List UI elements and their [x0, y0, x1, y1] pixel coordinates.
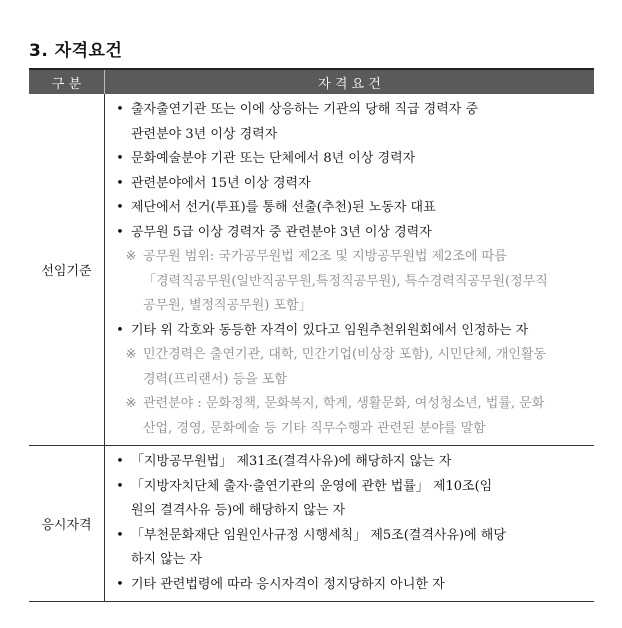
- item-text-line: 공무원, 별정직공무원) 포함」: [143, 298, 312, 313]
- bullet-icon: •: [116, 322, 124, 338]
- item-text-line: 하지 않는 자: [131, 552, 203, 567]
- list-item: [113, 475, 594, 524]
- row-category: 응시자격: [29, 446, 105, 602]
- list-item: [113, 450, 594, 475]
- item-text-line: 「부천문화재단 임원인사규정 시행세칙」 제5조(결격사유)에 해당: [131, 527, 506, 543]
- reference-mark-icon: ※: [125, 347, 137, 362]
- item-text-line: 산업, 경영, 문화예술 등 기타 직무수행과 관련된 분야를 말함: [143, 420, 486, 436]
- note-item: [113, 392, 594, 441]
- list-item: [113, 172, 594, 197]
- list-item: [113, 524, 594, 573]
- item-text-line: 문화예술분야 기관 또는 단체에서 8년 이상 경력자: [131, 151, 416, 166]
- item-text-line: 기타 위 각호와 동등한 자격이 있다고 임원추천위원회에서 인정하는 자: [131, 322, 529, 338]
- item-text-line: 관련분야 3년 이상 경력자: [131, 126, 278, 142]
- bullet-icon: •: [116, 200, 124, 215]
- bullet-icon: •: [116, 151, 124, 166]
- list-item: [113, 221, 594, 246]
- bullet-icon: •: [116, 224, 124, 240]
- list-item: [113, 319, 594, 344]
- item-text-line: 출자출연기관 또는 이에 상응하는 기관의 당해 직급 경력자 중: [131, 102, 479, 117]
- reference-mark-icon: ※: [125, 249, 137, 264]
- bullet-icon: •: [116, 102, 124, 117]
- item-text-line: 공무원 5급 이상 경력자 중 관련분야 3년 이상 경력자: [131, 224, 432, 240]
- note-item: [113, 343, 594, 392]
- list-item: [113, 196, 594, 221]
- item-text-line: 관련분야 : 문화정책, 문화복지, 학계, 생활문화, 여성청소년, 법률, 문화: [143, 396, 545, 411]
- requirements-table: [29, 68, 594, 602]
- row-content: [105, 94, 595, 446]
- section-title: 3. 자격요건: [29, 41, 123, 61]
- bullet-icon: •: [116, 576, 124, 592]
- item-text-line: 제단에서 선거(투표)를 통해 선출(추천)된 노동자 대표: [131, 200, 436, 215]
- item-text-line: 관련분야에서 15년 이상 경력자: [131, 175, 311, 191]
- bullet-icon: •: [116, 175, 124, 191]
- header-requirements: 자 격 요 건: [105, 69, 595, 94]
- row-content: [105, 446, 595, 602]
- item-text-line: 공무원 범위: 국가공무원법 제2조 및 지방공무원법 제2조에 따름: [143, 249, 507, 264]
- note-item: [113, 245, 594, 319]
- requirement-list: [113, 98, 594, 441]
- item-text-line: 민간경력은 출연기관, 대학, 민간기업(비상장 포함), 시민단체, 개인활동: [143, 347, 547, 362]
- table-header-row: [29, 69, 594, 94]
- row-category: 선임기준: [29, 94, 105, 446]
- item-text-line: 「경력직공무원(일반직공무원,특정직공무원), 특수경력직공무원(정무직: [143, 273, 548, 289]
- bullet-icon: •: [116, 478, 124, 494]
- table-row: [29, 446, 594, 602]
- list-item: [113, 573, 594, 598]
- item-text-line: 기타 관련법령에 따라 응시자격이 정지당하지 아니한 자: [131, 576, 445, 592]
- requirement-list: [113, 450, 594, 597]
- list-item: [113, 147, 594, 172]
- bullet-icon: •: [116, 454, 124, 469]
- bullet-icon: •: [116, 527, 124, 543]
- item-text-line: 「지방자치단체 출자·출연기관의 운영에 관한 법률」 제10조(임: [131, 478, 493, 494]
- item-text-line: 「지방공무원법」 제31조(결격사유)에 해당하지 않는 자: [131, 454, 452, 469]
- table-row: [29, 94, 594, 446]
- item-text-line: 경력(프리랜서) 등을 포함: [143, 371, 287, 387]
- item-text-line: 원의 결격사유 등)에 해당하지 않는 자: [131, 503, 346, 518]
- list-item: [113, 98, 594, 147]
- reference-mark-icon: ※: [125, 396, 137, 411]
- header-category: 구 분: [29, 69, 105, 94]
